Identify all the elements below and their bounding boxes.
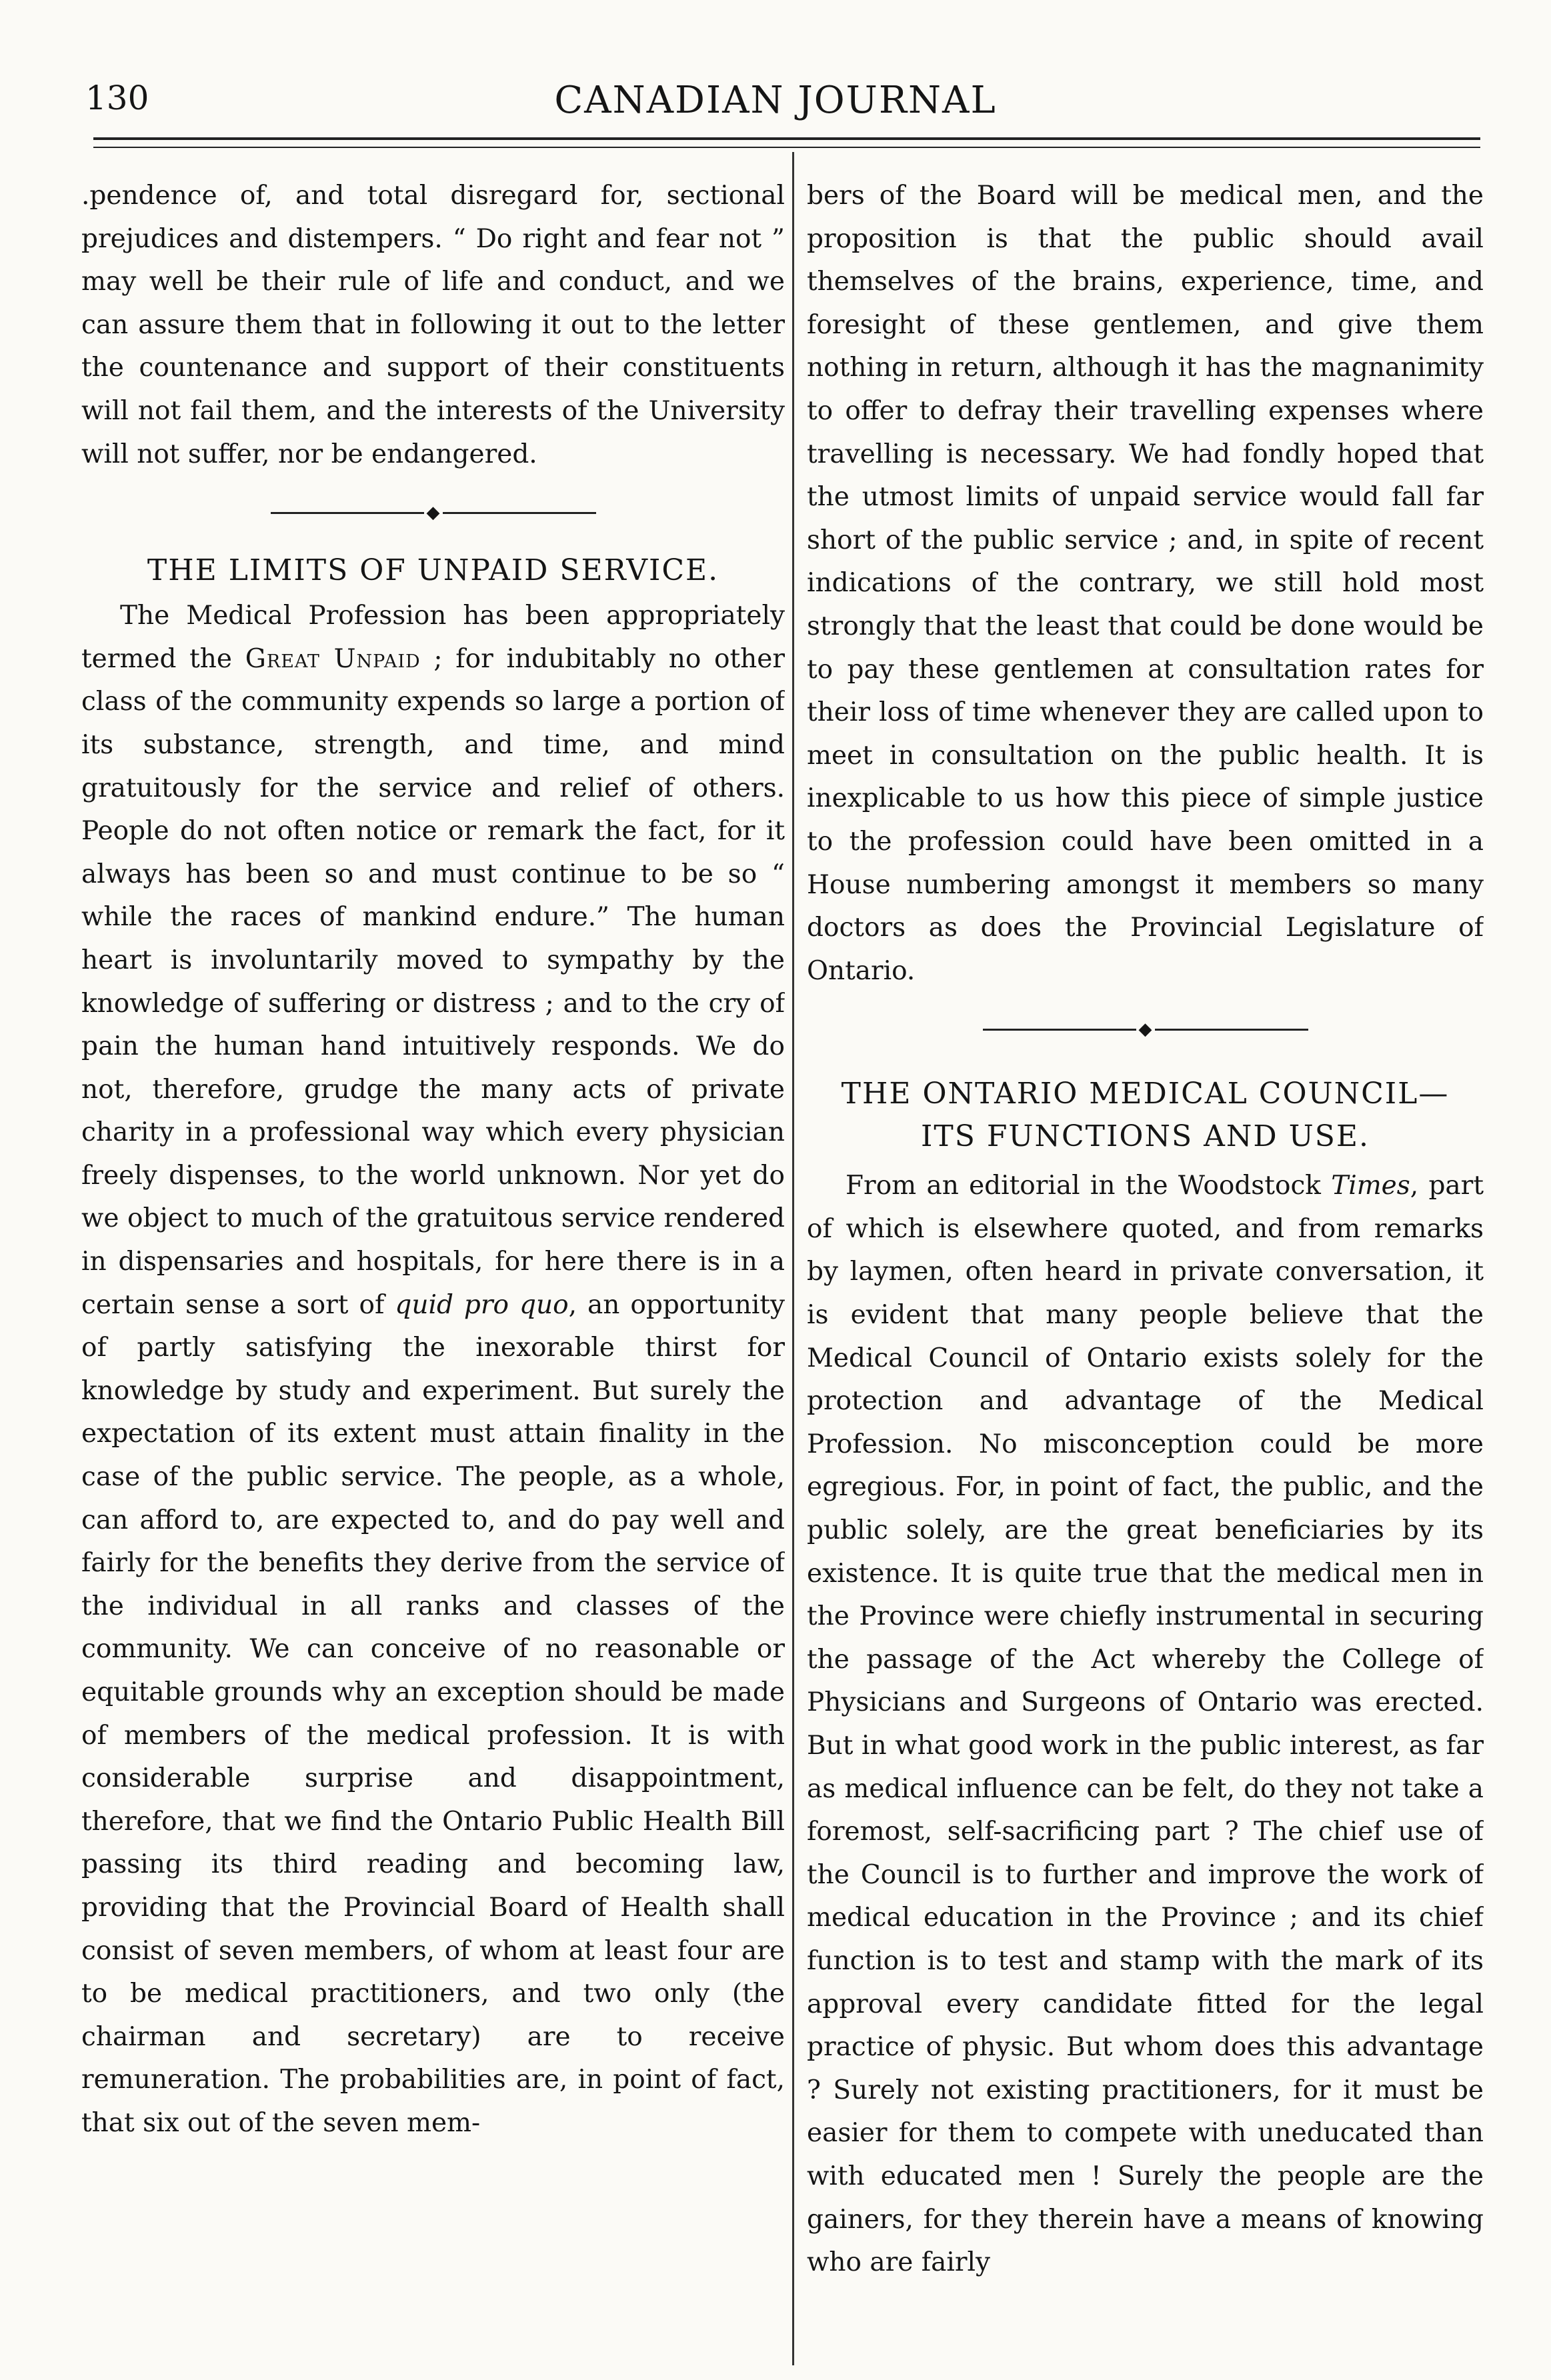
section-title-medical-council: THE ONTARIO MEDICAL COUNCIL— ITS FUNCTIONS AND USE. [841, 1077, 1450, 1154]
great-unpaid-term: Great Unpaid [245, 643, 421, 674]
section-title-unpaid-service: THE LIMITS OF UNPAID SERVICE. [147, 553, 719, 588]
newspaper-name: Times [1331, 1171, 1410, 1201]
header-rule-thick [93, 137, 1480, 140]
continued-paragraph: .pendence of, and total disregard for, sectional prejudices and distempers. “ Do right and fear not ” may well be their rule of life and conduct, and we can assure them that in following it out to the letter the countenance and support of their constituents will not fail them, and the interests of the University will not suffer, nor be endangered. [81, 181, 785, 469]
section-divider-ornament [81, 476, 785, 549]
page-header [0, 0, 1551, 133]
article-paragraph-unpaid-service: The Medical Profession has been appropriately termed the Great Unpaid ; for indubitably no other class of the community expends so large a portion of its substance, strength, and time, and mind gratuitously for the service and relief of others. People do not often notice or remark the fact, for it always has been so and must continue to be so “ while the races of mankind endure.” The human heart is involuntarily moved to sympathy by the knowledge of suffering or distress ; and to the cry of pain the human hand intuitively responds. We do not, therefore, grudge the many acts of private charity in a professional way which every physician freely dispenses, to the world unknown. Nor yet do we object to much of the gratuitous service rendered in dispensaries and hospitals, for here there is in a certain sense a sort of quid pro quo, an opportunity of partly satisfying the inexorable thirst for knowledge by study and experiment. But surely the expectation of its extent must attain finality in the case of the public service. The people, as a whole, can afford to, are expected to, and do pay well and fairly for the benefits they derive from the service of the individual in all ranks and classes of the community. We can conceive of no reasonable or equitable grounds why an exception should be made of members of the medical profession. It is with considerable surprise and disappointment, therefore, that we find the Ontario Public Health Bill passing its third reading and becoming law, providing that the Provincial Board of Health shall consist of seven members, of whom at least four are to be medical practitioners, and two only (the chairman and secretary) are to receive remuneration. The probabilities are, in point of fact, that six out of the seven mem- [81, 601, 785, 2138]
page-number: 130 [85, 79, 149, 117]
journal-title: CANADIAN JOURNAL [554, 79, 997, 122]
continued-paragraph-right: bers of the Board will be medical men, and the proposition is that the public should avail themselves of the brains, experience, time, and foresight of these gentlemen, and give them nothing in return, although it has the magnanimity to offer to defray their travelling expenses where travelling is necessary. We had fondly hoped that the utmost limits of unpaid service would fall far short of the public service ; and, in spite of recent indications of the contrary, we still hold most strongly that the least that could be done would be to pay these gentlemen at consultation rates for their loss of time whenever they are called upon to meet in consultation on the public health. It is inexplicable to us how this piece of simple justice to the profession could have been omitted in a House numbering amongst it members so many doctors as does the Provincial Legislature of Ontario. [807, 181, 1484, 986]
section-divider-ornament-right [807, 993, 1484, 1066]
column-divider [792, 152, 794, 2365]
latin-phrase: quid pro quo [395, 1289, 569, 1320]
diamond-ornament-icon: ◆ [1138, 1019, 1152, 1040]
right-column [807, 175, 1484, 2361]
diamond-ornament-icon: ◆ [426, 503, 440, 523]
left-column [81, 175, 785, 2361]
header-rule-thin [93, 147, 1480, 148]
article-paragraph-medical-council: From an editorial in the Woodstock Times, part of which is elsewhere quoted, and from remarks by laymen, often heard in private conversation, it is evident that many people believe that the Medical Council of Ontario exists solely for the protection and advantage of the Medical Profession. No misconception could be more egregious. For, in point of fact, the public, and the public solely, are the great beneficiaries by its existence. It is quite true that the medical men in the Province were chiefly instrumental in securing the passage of the Act whereby the College of Physicians and Surgeons of Ontario was erected. But in what good work in the public interest, as far as medical influence can be felt, do they not take a foremost, self-sacrificing part ? The chief use of the Council is to further and improve the work of medical education in the Province ; and its chief function is to test and stamp with the mark of its approval every candidate fitted for the legal practice of physic. But whom does this advantage ? Surely not existing practitioners, for it must be easier for them to compete with uneducated than with educated men ! Surely the people are the gainers, for they therein have a means of knowing who are fairly [807, 1171, 1484, 2278]
